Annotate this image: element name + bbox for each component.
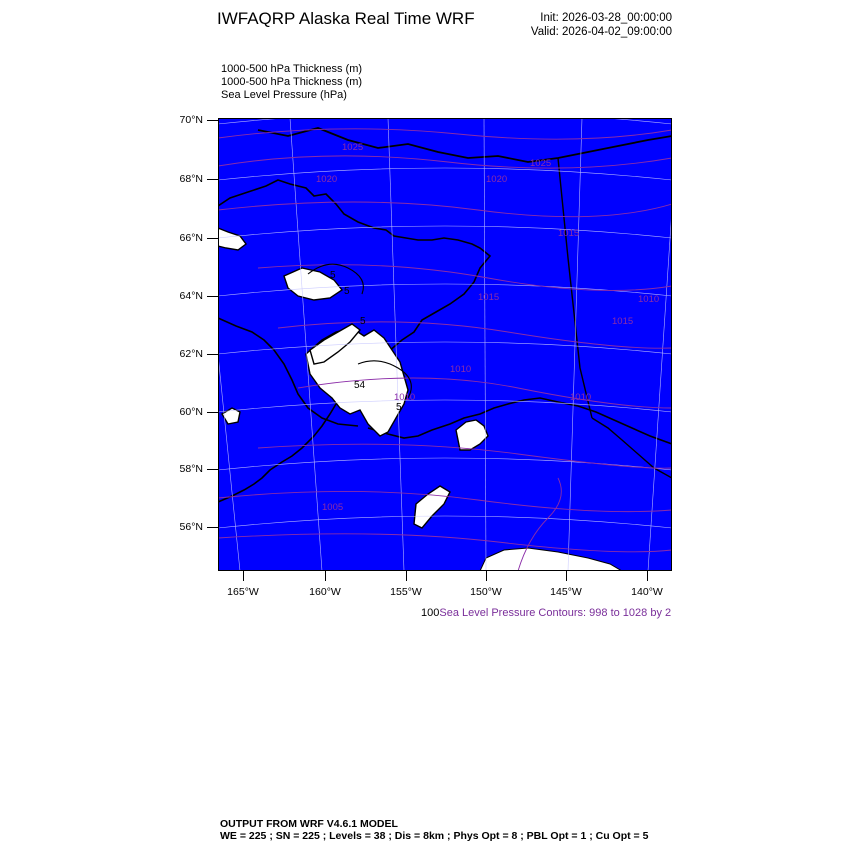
model-settings: WE = 225 ; SN = 225 ; Levels = 38 ; Dis = 8km ; Phys Opt = 8 ; PBL Opt = 1 ; Cu Opt = 5 [220,830,649,842]
field-label-thickness-1: 1000-500 hPa Thickness (m) [221,63,363,75]
lon-tick [647,571,648,581]
thickness-label: 5 [360,316,366,327]
lat-tick [207,296,218,297]
slp-label: 1010 [394,392,416,403]
slp-label: 1010 [570,392,592,403]
lon-label: 150°W [470,586,502,598]
lon-label: 145°W [550,586,582,598]
lat-tick [207,412,218,413]
slp-label: 1015 [558,228,580,239]
slp-label: 1020 [316,174,338,185]
lon-tick [325,571,326,581]
lat-label: 62°N [179,348,203,360]
lon-label: 160°W [309,586,341,598]
slp-label: 1025 [530,158,552,169]
lon-label: 165°W [227,586,259,598]
lat-label: 70°N [179,114,203,126]
lon-tick [486,571,487,581]
contour-info-prefix: 100 [421,607,440,619]
lon-label: 155°W [390,586,422,598]
thickness-label: 5 [396,402,402,413]
thickness-label: 5 [330,270,336,281]
slp-label: 1010 [450,364,472,375]
slp-label: 1005 [322,502,344,513]
thickness-label: 54 [354,380,366,391]
valid-time: Valid: 2026-04-02_09:00:00 [530,26,672,38]
init-time: Init: 2026-03-28_00:00:00 [540,12,672,24]
thickness-label: 5 [344,286,350,297]
lat-tick [207,469,218,470]
lon-tick [243,571,244,581]
lat-label: 68°N [179,173,203,185]
lon-tick [406,571,407,581]
lat-label: 60°N [179,406,203,418]
contour-info-text: Sea Level Pressure Contours: 998 to 1028 by 2 [439,607,672,619]
chart-title: IWFAQRP Alaska Real Time WRF [217,9,475,28]
slp-label: 1020 [486,174,508,185]
lon-label: 140°W [631,586,663,598]
slp-label: 1025 [342,142,364,153]
model-version: OUTPUT FROM WRF V4.6.1 MODEL [220,818,398,830]
lat-tick [207,179,218,180]
lat-label: 56°N [179,521,203,533]
map-plot [218,118,672,571]
contour-info [421,607,671,619]
lat-label: 58°N [179,463,203,475]
lat-tick [207,238,218,239]
lat-tick [207,120,218,121]
lat-tick [207,354,218,355]
lat-label: 66°N [179,232,203,244]
field-label-slp: Sea Level Pressure (hPa) [221,89,347,101]
slp-label: 1015 [612,316,634,327]
lat-label: 64°N [179,290,203,302]
lat-tick [207,527,218,528]
field-label-thickness-2: 1000-500 hPa Thickness (m) [221,76,363,88]
slp-label: 1015 [478,292,500,303]
lon-tick [566,571,567,581]
slp-label: 1010 [638,294,660,305]
